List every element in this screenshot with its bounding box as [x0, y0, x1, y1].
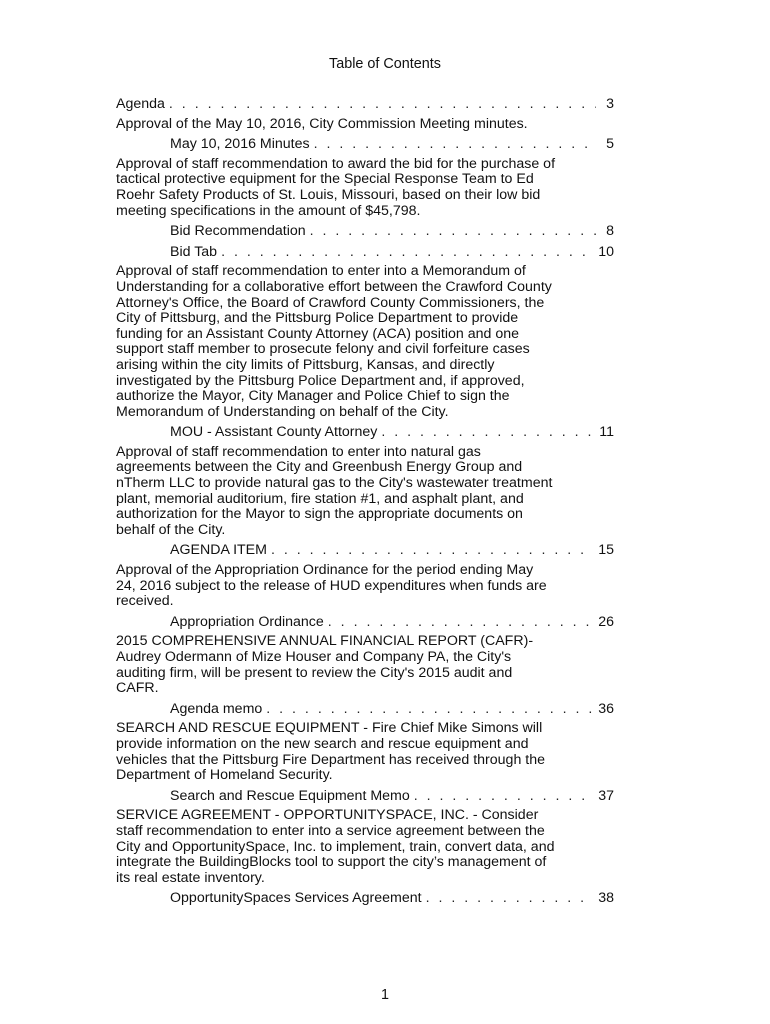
- toc-section: [116, 721, 614, 804]
- toc-section: [116, 264, 614, 441]
- toc-entry[interactable]: [116, 615, 614, 631]
- toc-entry-page: 37: [598, 787, 614, 804]
- toc-section-title: SERVICE AGREEMENT - OPPORTUNITYSPACE, INC. - Consider staff recommendation to enter into a service agreement between the City and OpportunitySpace, Inc. to implement, train, convert data, and integrate the BuildingBlocks tool to support the city’s management of its real estate inventory.: [116, 807, 555, 886]
- toc-section: [116, 117, 614, 153]
- page-number: 1: [380, 987, 389, 1003]
- toc-entry-page: 10: [598, 243, 614, 260]
- toc-entry[interactable]: [116, 137, 614, 153]
- toc-entry-label: May 10, 2016 Minutes: [170, 136, 310, 153]
- toc-entry-page: 3: [606, 96, 614, 112]
- dot-leader: [381, 425, 595, 441]
- toc-entry-page: 15: [598, 542, 614, 559]
- toc-entry[interactable]: [116, 702, 614, 718]
- toc-section: [116, 445, 614, 559]
- toc-entry-label: Bid Tab: [170, 243, 218, 260]
- toc-section-title: Approval of the Appropriation Ordinance for the period ending May 24, 2016 subject to the release of HUD expenditures when funds are received.: [116, 562, 547, 610]
- toc-section: [116, 808, 614, 907]
- dot-leader: [426, 891, 595, 907]
- page-title: Table of Contents: [329, 56, 441, 72]
- toc-entry-label: OpportunitySpaces Services Agreement: [170, 890, 422, 907]
- toc-entry-page: 5: [606, 136, 614, 153]
- toc-section: [116, 634, 614, 717]
- toc-entry-page: 26: [598, 613, 614, 630]
- toc-entry[interactable]: [116, 543, 614, 559]
- toc-section-title: Approval of the May 10, 2016, City Commission Meeting minutes.: [116, 115, 528, 132]
- table-of-contents: [116, 97, 614, 911]
- toc-entry-page: 8: [606, 223, 614, 240]
- toc-entry[interactable]: [116, 245, 614, 261]
- dot-leader: [328, 615, 594, 631]
- toc-section-title: Approval of staff recommendation to enter into a Memorandum of Understanding for a collaborative effort between the Crawford County Attorney's Office, the Board of Crawford County Commissioners, the City of Pittsburg, and the Pittsburg Police Department to provide funding for an Assistant County Attorney (ACA) position and one support staff member to prosecute felony and civil forfeiture cases arising within the city limits of Pittsburg, Kansas, and directly investigated by the Pittsburg Police Department and, if approved, authorize the Mayor, City Manager and Police Chief to sign the Memorandum of Understanding on behalf of the City.: [116, 263, 552, 420]
- toc-entry-label: Search and Rescue Equipment Memo: [170, 787, 410, 804]
- toc-entry-label: Agenda memo: [170, 700, 263, 717]
- toc-entry-label: Bid Recommendation: [170, 223, 306, 240]
- toc-entry[interactable]: [116, 789, 614, 805]
- toc-sections: [116, 117, 614, 907]
- dot-leader: [271, 543, 594, 559]
- toc-entry-label: Agenda: [116, 96, 165, 112]
- toc-entry-page: 11: [599, 424, 614, 441]
- toc-section: [116, 563, 614, 630]
- dot-leader: [414, 789, 594, 805]
- toc-section-title: 2015 COMPREHENSIVE ANNUAL FINANCIAL REPORT (CAFR)- Audrey Odermann of Mize Houser and Company PA, the City's auditing firm, will be present to review the City's 2015 audit and CAFR.: [116, 633, 534, 697]
- toc-entry[interactable]: [116, 224, 614, 240]
- toc-entry-label: Appropriation Ordinance: [170, 613, 324, 630]
- toc-entry-page: 36: [598, 700, 614, 717]
- dot-leader: [221, 245, 594, 261]
- toc-entry[interactable]: [116, 425, 614, 441]
- toc-entry[interactable]: [116, 891, 614, 907]
- toc-section-title: Approval of staff recommendation to award the bid for the purchase of tactical protective equipment for the Special Response Team to Ed Roehr Safety Products of St. Louis, Missouri, based on their low bid meeting specifications in the amount of $45,798.: [116, 155, 556, 219]
- dot-leader: [310, 224, 596, 240]
- toc-section: [116, 157, 614, 261]
- dot-leader: [266, 702, 594, 718]
- toc-entry-agenda[interactable]: [116, 97, 614, 113]
- toc-entry-label: AGENDA ITEM: [170, 542, 267, 559]
- toc-section-title: Approval of staff recommendation to enter into natural gas agreements between the City and Greenbush Energy Group and nTherm LLC to provide natural gas to the City's wastewater treatment plant, memorial auditorium, fire station #1, and asphalt plant, and authorization for the Mayor to sign the appropriate documents on behalf of the City.: [116, 443, 553, 538]
- toc-entry-label: MOU - Assistant County Attorney: [170, 424, 378, 441]
- dot-leader: [314, 137, 596, 153]
- dot-leader: [169, 97, 596, 113]
- toc-entry-page: 38: [598, 890, 614, 907]
- toc-section-title: SEARCH AND RESCUE EQUIPMENT - Fire Chief Mike Simons will provide information on the new search and rescue equipment and vehicles that the Pittsburg Fire Department has received through the Department of Homeland Security.: [116, 720, 546, 784]
